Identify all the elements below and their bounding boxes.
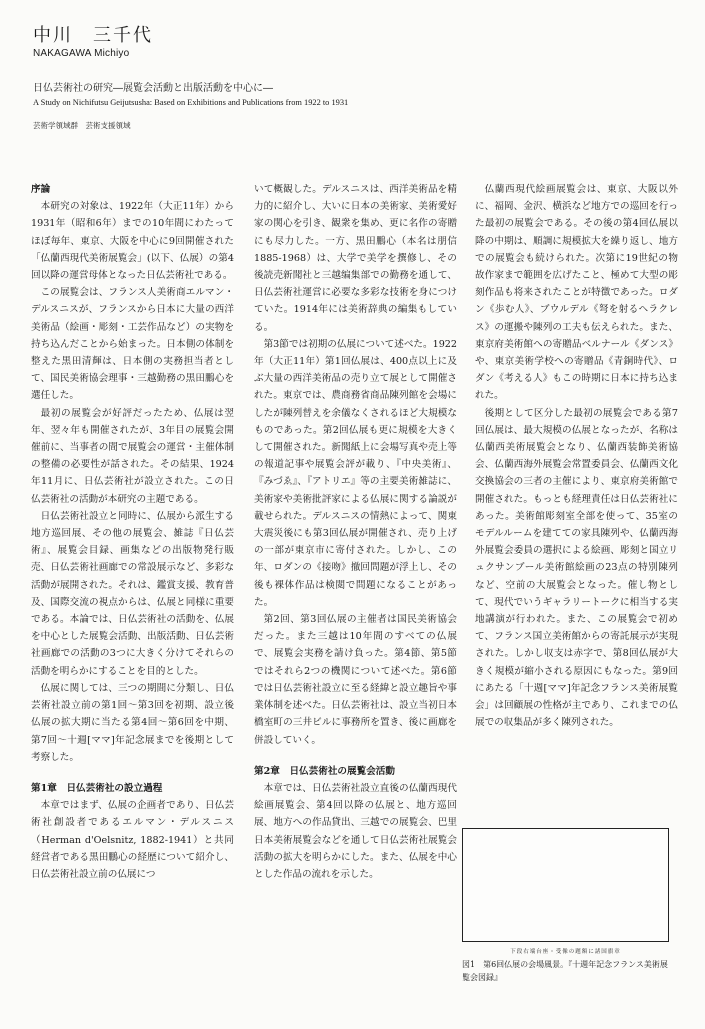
paragraph: 第2回、第3回仏展の主催者は国民美術協会だった。また三越は10年間のすべての仏展で、展覧会実務を請け負った。第4節、第5節ではそれら2つの機関について述べた。第6節では日仏芸術社設立に至る経緯と設立趣旨や事業体制を述べた。日仏芸術社は、設立当初日本橋室町の三井ビルに事務所を置き、後に画廊を併設していく。 <box>254 614 457 746</box>
column-1 <box>31 181 234 883</box>
figure-1 <box>462 828 669 984</box>
research-field: 芸術学領域群 芸術支援領域 <box>33 121 131 130</box>
paragraph: 日仏芸術社設立と同時に、仏展から派生する地方巡回展、その他の展覧会、雑誌『日仏芸術』、展覧会目録、画集などの出版物発行販売、日仏芸術社画廊での常設展示など、多彩な活動が展開された。それは、鑑賞支援、教育普及、国際交流の視点からは、仏展と同様に重要である。本論では、日仏芸術社の活動を、仏展を中心とした展覧会活動、出版活動、日仏芸術社画廊での活動の3つに大きく分けてそれらの活動を明らかにすることを目的とした。 <box>31 510 234 677</box>
section-heading-chapter-2: 第2章 日仏芸術社の展覧会活動 <box>254 765 395 777</box>
paragraph: 本章では、日仏芸術社設立直後の仏蘭西現代絵画展覧会、第4回以降の仏展と、地方巡回展、地方への作品貸出、三越での展覧会、巴里日本美術展覧会などを通して日仏芸術社展覧会活動の拡大を明らかにした。また、仏展を中心とした作品の流れを示した。 <box>254 782 457 880</box>
author-name-english: NAKAGAWA Michiyo <box>33 48 130 59</box>
paragraph: 最初の展覧会が好評だったため、仏展は翌年、翌々年も開催されたが、3年目の展覧会開催前に、当事者の間で展覧会の運営・主催体制の整備の必要性が話された。その結果、1924年11月に、日仏芸術社が設立された。この日仏芸術社の活動が本研究の主題である。 <box>31 407 234 505</box>
paragraph: 仏蘭西現代絵画展覧会は、東京、大阪以外に、福岡、金沢、横浜など地方での巡回を行った最初の展覧会である。その後の第4回仏展以降の中期は、順調に規模拡大を繰り返し、地方での展覧会も続けられた。次第に19世紀の物故作家まで範囲を広げたこと、極めて大型の彫刻作品も将来されたことが特徴であった。ロダン《歩む人》、ブウルデル《弩を射るヘラクレス》の運搬や陳列の工夫も伝えられた。また、東京府美術館への寄贈品ベルナール《ダンス》や、東京美術学校への寄贈品《青銅時代》、ロダン《考える人》もこの時期に日本に持ち込まれた。 <box>475 184 678 402</box>
paragraph: 本章ではまず、仏展の企画者であり、日仏芸術社創設者であるエルマン・デルスニス（Herman d'Oelsnitz, 1882-1941）と共同経営者である黒田鵬心の経歴について紹介し、日仏芸術社設立前の仏展につ <box>31 800 234 880</box>
paragraph: 後期として区分した最初の展覧会である第7回仏展は、最大規模の仏展となったが、名称は仏蘭西美術展覧会となり、仏蘭西装飾美術協会、仏蘭西海外展覧会常置委員会、仏蘭西文化交換協会の三者の主催により、東京府美術館で開催された。もっとも経理責任は日仏芸術社にあった。美術館彫刻室全部を使って、35室のモデルルームを建てての家具陳列や、仏蘭西海外展覧会委員の選択による絵画、彫刻と国立リュクサンブール美術館絵画の23点の特別陳列など、空前の大展覧会となった。催し物として、現代でいうギャラリートークに相当する実地講演が行われた。また、この展覧会で初めて、フランス国立美術館からの寄託展示が実現された。しかし収支は赤字で、第8回仏展が大きく規模が縮小される原因にもなった。第9回にあたる「十週[ママ]年記念フランス美術展覧会」は回顧展の性格が主であり、これまでの仏展での収集品が多く陳列された。 <box>475 407 678 729</box>
paragraph: 第3節では初期の仏展について述べた。1922年（大正11年）第1回仏展は、400点以上に及ぶ大量の西洋美術品の売り立て展として開催された。東京では、農商務省商品陳列館を会場にしたが陳列替えを余儀なくされるほど大規模なものであった。第2回仏展も更に規模を大きくして開催された。新聞紙上に会場写真や売上等の報道記事や展覧会評が載り、『中央美術』、『みづゑ』、『アトリエ』等の主要美術雑誌に、美術家や美術批評家による仏展に関する論説が載せられた。デルスニスの情熱によって、関東大震災後にも第3回仏展が開催され、売り上げの一部が東京市に寄付された。しかし、この年、ロダンの《接吻》撤回問題が浮上し、その後も裸体作品は検閲で問題になることがあった。 <box>254 338 458 608</box>
paragraph-continued: いて概観した。デルスニスは、西洋美術品を精力的に紹介し、大いに日本の美術家、美術愛好家の関心を引き、観衆を集め、更に名作の寄贈にも尽力した。一方、黒田鵬心（本名は朋信1885-1968）は、大学で美学を撰修し、その後読売新聞社と三越编集部での勤務を通して、日仏芸術社運営に必要な多彩な技術を身につけていた。1914年には美術辞典の編集もしている。 <box>254 184 457 333</box>
section-heading-chapter-1: 第1章 日仏芸術社の設立過程 <box>31 782 163 794</box>
column-3 <box>475 181 678 732</box>
article-header <box>33 26 673 131</box>
title-japanese: 日仏芸術社の研究―展覧会活動と出版活動を中心に― <box>33 83 273 94</box>
author-name-japanese: 中川 三千代 <box>33 25 153 46</box>
column-2 <box>254 181 457 883</box>
paragraph: 本研究の対象は、1922年（大正11年）から1931年（昭和6年）までの10年間にわたってほぼ毎年、東京、大阪を中心に9回開催された「仏蘭西現代美術展覧会」(以下、仏展）の第4回以降の運営母体となった日仏芸術社である。 <box>31 201 234 282</box>
figure-image-placeholder <box>462 828 669 942</box>
paragraph: この展覧会は、フランス人美術商エルマン・デルスニスが、フランスから日本に大量の西洋美術品（絵画・彫刻・工芸作品など）の実物を持ち込んだことから始まった。日本側の体制を整えた黒田清輝は、日本側の実務担当者として、国民美術協会理事・三越勤務の黒田鵬心を選任した。 <box>31 287 234 402</box>
figure-inner-caption: 下段右端台座・受像の題額に諸国旗章 <box>510 949 621 955</box>
figure-caption: 図1 第6回仏展の会場風景。『十週年記念フランス美術展覧会図録』 <box>462 960 668 982</box>
title-english: A Study on Nichifutsu Geijutsusha: Based on Exhibitions and Publications from 1922 to 1931 <box>33 98 349 107</box>
paragraph: 仏展に関しては、三つの期間に分類し、日仏芸術社設立前の第1回～第3回を初期、設立後仏展の拡大期に当たる第4回～第6回を中期、第7回～十週[ママ]年記念展までを後期として考察した。 <box>31 682 234 763</box>
section-heading-introduction: 序論 <box>31 184 51 195</box>
